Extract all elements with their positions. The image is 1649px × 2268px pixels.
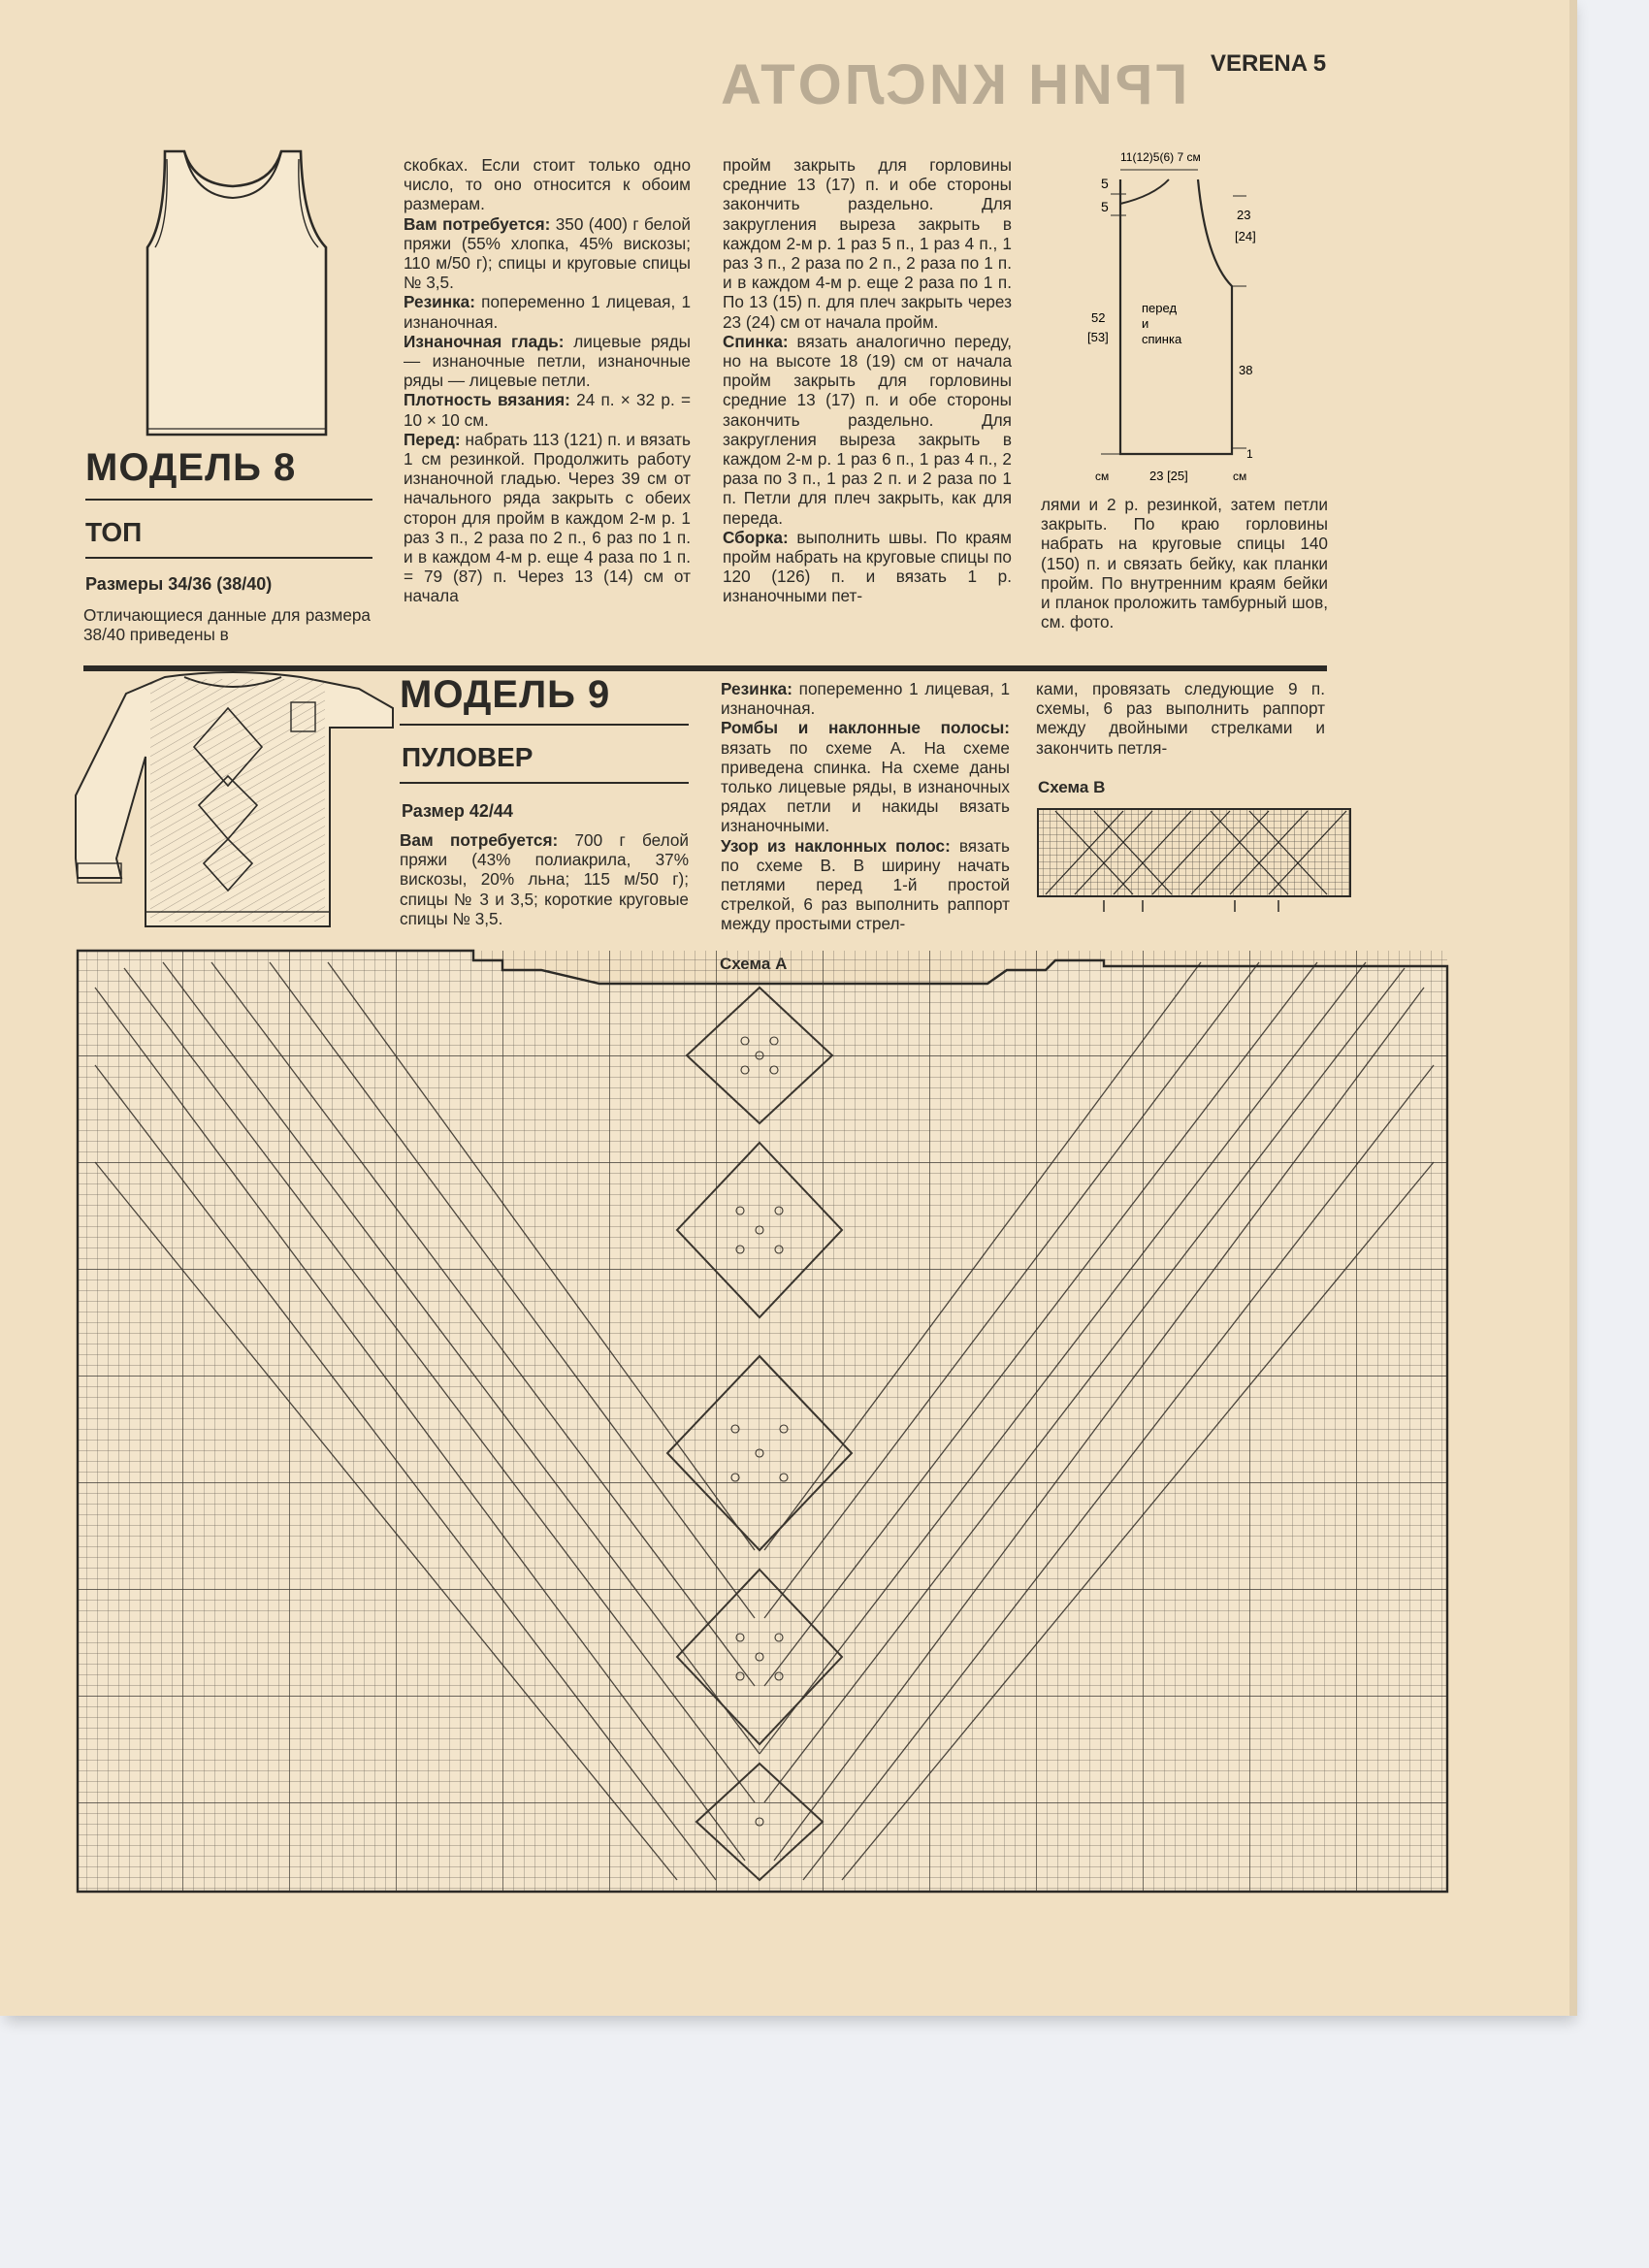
schema-b-label: Схема В: [1038, 778, 1106, 796]
model9-subtitle-rule: [400, 782, 689, 784]
diagram-label-front: перед: [1142, 301, 1178, 315]
diagram-bottom-right: см: [1233, 470, 1247, 483]
schema-a-chart: [76, 949, 1453, 1899]
page-header-brand: VERENA 5: [1211, 50, 1327, 77]
diagram-right-23: 23: [1237, 208, 1251, 222]
model9-column-4: ками, провязать следующие 9 п. схемы, 6 раз выполнить раппорт между двойными стрелками и закончить петля-: [1036, 679, 1325, 758]
diagram-label-back: спинка: [1142, 332, 1182, 346]
diagram-bottom-measure: 23 [25]: [1149, 469, 1188, 483]
model8-column-2: скобках. Если стоит только одно число, то оно относится к обоим размерам. Вам потребуется: 350 (400) г белой пряжи (55% хлопка, 45% вискозы; 110 м/50 г); спицы и круговые спицы № 3,5. Резинка: попеременно 1 лицевая, 1 изнаночная. Изнаночная гладь: лицевые ряды — изнаночные петли, изнаночные ряды — лицевые петли. Плотность вязания: 24 п. × 32 р. = 10 × 10 см. Перед: набрать 113 (121) п. и вязать 1 см резинкой. Продолжить работу изнаночной гладью. Через 39 см от начального ряда закрыть с обеих сторон для пройм в каждом 2-м р. 1 раз 3 п., 2 раза по 2 п., 6 раз по 1 п. и в каждом 4-м р. еще 4 раза по 1 п. = 79 (87) п. Через 13 (14) см от начала: [404, 155, 691, 606]
model9-size: Размер 42/44: [402, 801, 513, 821]
model8-pattern-diagram: [1072, 146, 1266, 485]
diagram-mid-52: 52: [1091, 310, 1106, 325]
diagram-left-5b: 5: [1101, 199, 1109, 214]
diagram-side-38: 38: [1239, 363, 1253, 377]
model8-subtitle-rule: [85, 557, 372, 559]
model9-title-rule: [400, 724, 689, 726]
model9-column-2: Вам потребуется: 700 г белой пряжи (43% полиакрила, 37% вискозы, 20% льна; 115 м/50 г); спицы № 3 и 3,5; короткие круговые спицы № 3,5.: [400, 830, 689, 928]
model8-column-4: лями и 2 р. резинкой, затем петли закрыть. По краю горловины набрать на круговые спицы 140 (150) п. и связать бейку, как планки пройм. По внутренним краям бейки и планок проложить тамбурный шов, см. фото.: [1041, 495, 1328, 632]
diagram-bottom-left: см: [1095, 470, 1110, 483]
diagram-top-measure: 11(12)5(6) 7 см: [1120, 150, 1201, 164]
diagram-right-24: [24]: [1235, 229, 1256, 243]
bleed-through-heading: ГРИН КИСЛОТА: [718, 53, 1188, 116]
model8-title: МОДЕЛЬ 8: [85, 446, 297, 489]
diagram-mid-53: [53]: [1087, 330, 1109, 344]
model8-sizes: Размеры 34/36 (38/40): [85, 574, 273, 594]
model8-sizes-note: Отличающиеся данные для размера 38/40 приведены в: [83, 605, 371, 645]
model9-title: МОДЕЛЬ 9: [400, 673, 611, 716]
model8-column-3: пройм закрыть для горловины средние 13 (17) п. и обе стороны закончить раздельно. Для закругления выреза закрыть в каждом 2-м р. 1 раз 5 п., 1 раз 4 п., 1 раз 3 п., 2 раза по 2 п., 2 раза по 1 п. и в каждом 4-м р. еще 2 раза по 1 п. По 13 (15) п. для плеч закрыть через 23 (24) см от начала пройм. Спинка: вязать аналогично переду, но на высоте 18 (19) см от начала пройм закрыть для горловины средние 13 (17) п. и обе стороны закончить раздельно. Для закругления выреза закрыть в каждом 2-м р. 1 раз 6 п., 1 раз 4 п., 2 раза по 3 п., 1 раз 2 п. и 2 раза по 1 п. Петли для плеч закрыть, как для переда. Сборка: выполнить швы. По краям пройм набрать на круговые спицы по 120 (126) п. и вязать 1 р. изнаночными пет-: [723, 155, 1012, 606]
diagram-left-5a: 5: [1101, 176, 1109, 191]
model8-title-rule: [85, 499, 372, 501]
model9-column-3: Резинка: попеременно 1 лицевая, 1 изнаночная. Ромбы и наклонные полосы: вязать по схеме А. На схеме приведена спинка. На схеме даны только лицевые ряды, в изнаночных рядах петли и накиды вязать изнаночными. Узор из наклонных полос: вязать по схеме В. В ширину начать петлями перед 1-й простой стрелкой, 6 раз выполнить раппорт между простыми стрел-: [721, 679, 1010, 934]
page-edge: [1569, 0, 1577, 2016]
schema-b-chart: [1036, 807, 1356, 914]
tank-top-sketch: [136, 146, 330, 441]
diagram-label-and: и: [1142, 316, 1149, 331]
model8-subtitle: ТОП: [85, 517, 143, 547]
pullover-sketch: [68, 669, 398, 946]
diagram-edge-1: 1: [1246, 447, 1253, 461]
model9-subtitle: ПУЛОВЕР: [402, 742, 534, 772]
